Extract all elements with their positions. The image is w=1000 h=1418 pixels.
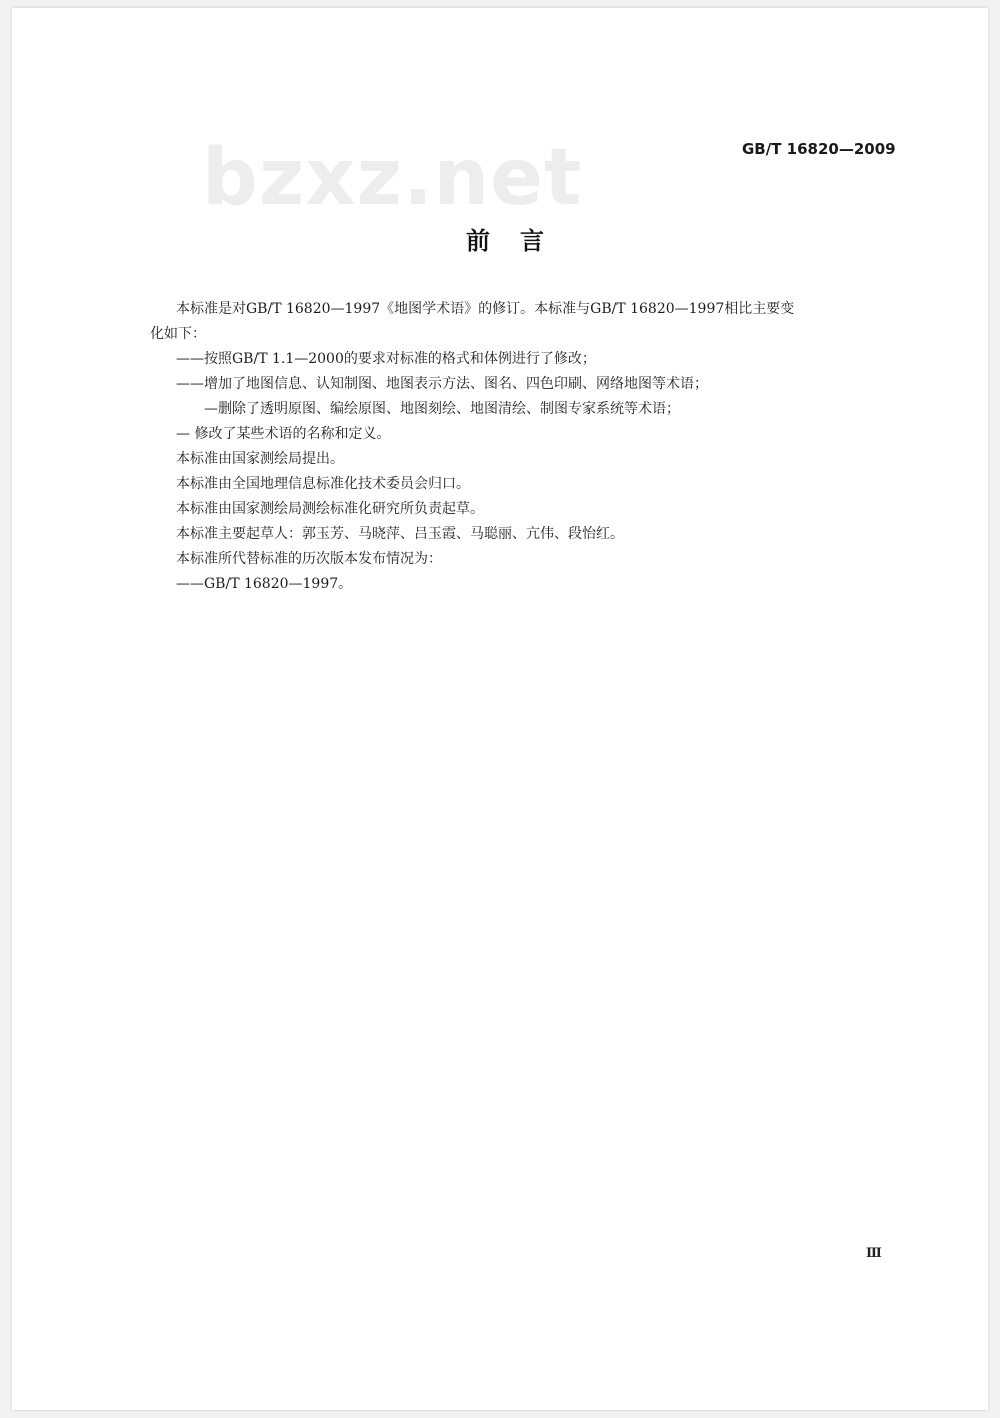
- intro-line-1: 本标准是对GB/T 16820—1997《地图学术语》的修订。本标准与GB/T 16820—1997相比主要变: [176, 301, 795, 317]
- change-item-3: —删除了透明原图、编绘原图、地图刻绘、地图清绘、制图专家系统等术语；: [204, 401, 680, 417]
- change-item-4: — 修改了某些术语的名称和定义。: [176, 426, 391, 442]
- change-item-2: ——增加了地图信息、认知制图、地图表示方法、图名、四色印刷、网络地图等术语；: [176, 376, 708, 392]
- change-item-1: ——按照GB/T 1.1—2000的要求对标准的格式和体例进行了修改；: [176, 351, 596, 367]
- page-number: Ⅲ: [866, 1246, 882, 1261]
- standard-code: GB/T 16820—2009: [742, 140, 896, 158]
- history-item: ——GB/T 16820—1997。: [176, 576, 353, 592]
- intro-line-2: 化如下：: [150, 326, 206, 342]
- drafters: 本标准主要起草人：郭玉芳、马晓萍、吕玉霞、马聪丽、亢伟、段怡红。: [176, 526, 624, 542]
- drafted-by: 本标准由国家测绘局测绘标准化研究所负责起草。: [176, 501, 484, 517]
- watermark: bzxz.net: [202, 133, 583, 223]
- page-title: 前言: [466, 227, 574, 255]
- history-intro: 本标准所代替标准的历次版本发布情况为：: [176, 551, 442, 567]
- managed-by: 本标准由全国地理信息标准化技术委员会归口。: [176, 476, 470, 492]
- proposed-by: 本标准由国家测绘局提出。: [176, 451, 344, 467]
